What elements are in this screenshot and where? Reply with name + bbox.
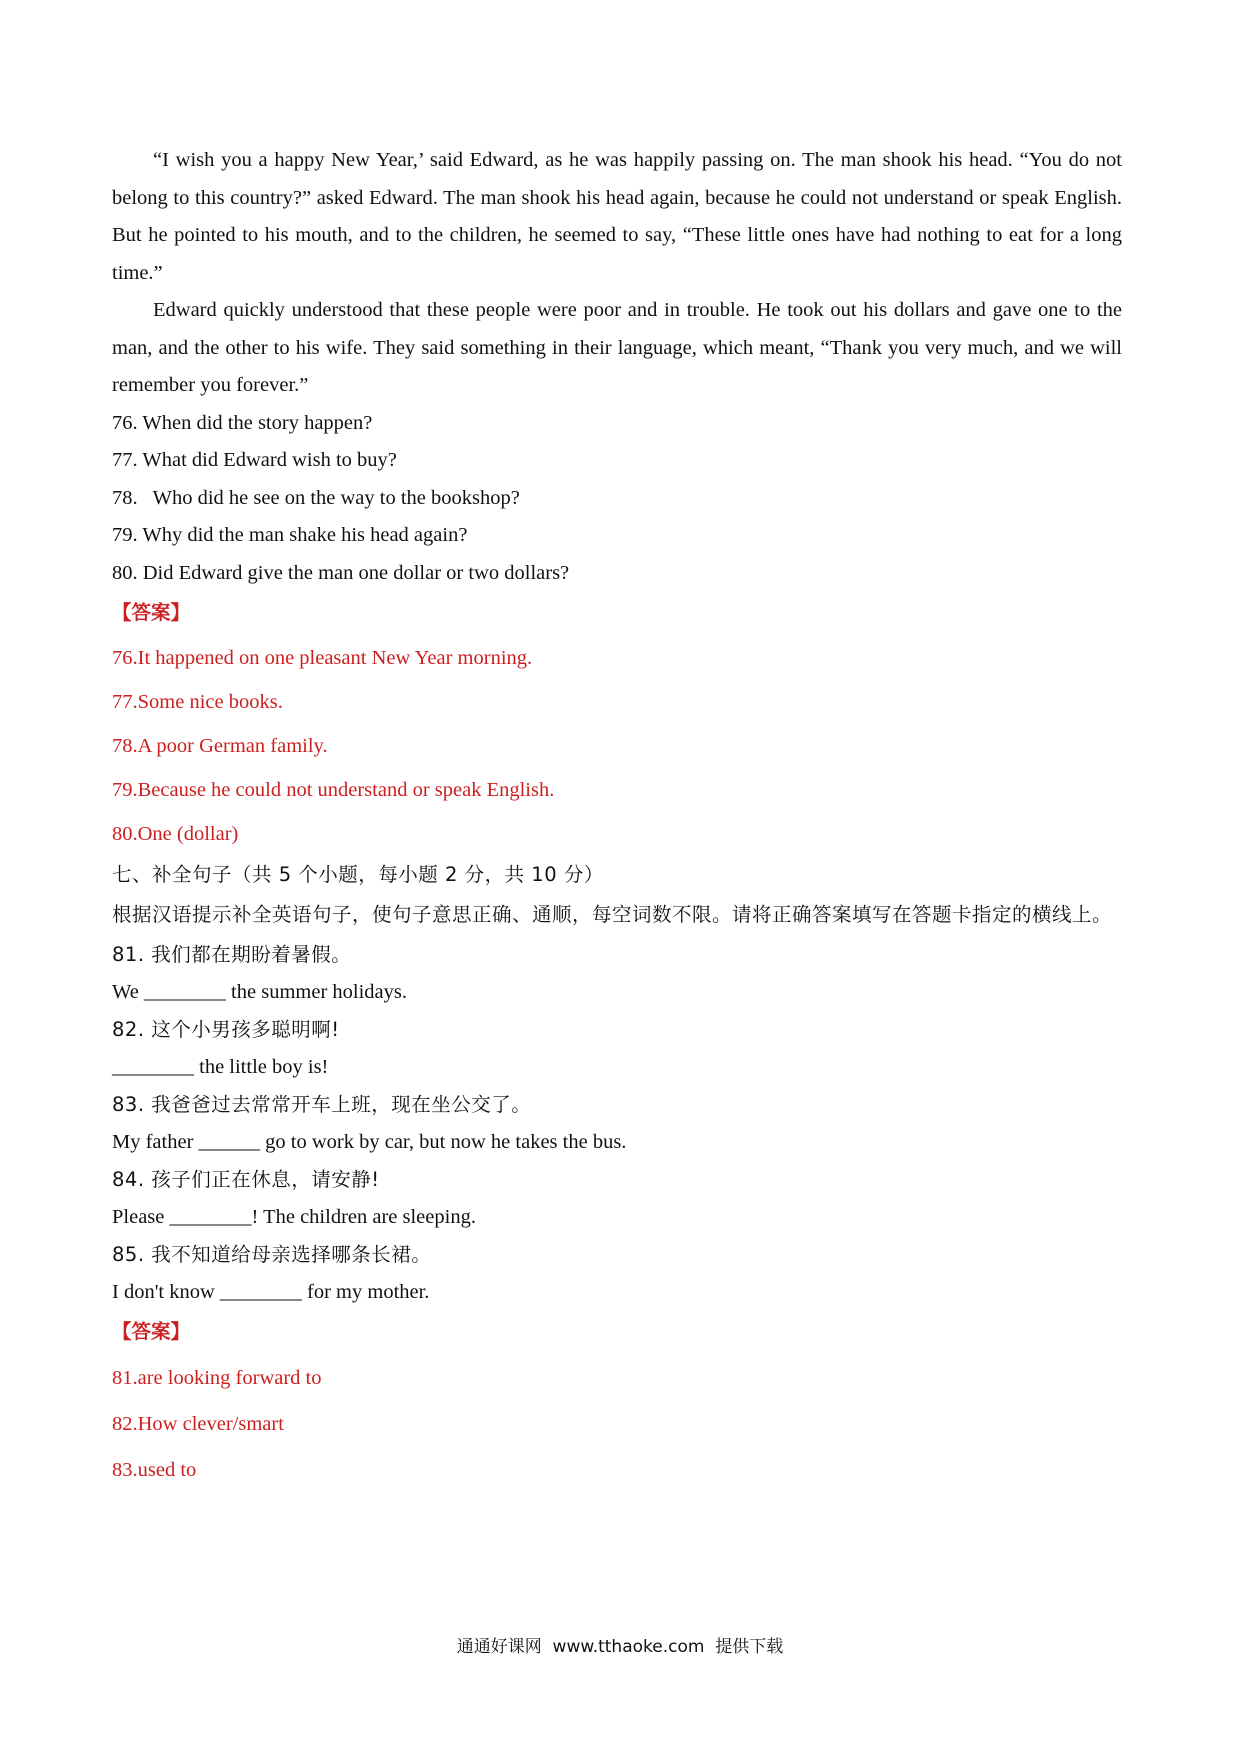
question-item: 76. When did the story happen? [112, 411, 373, 434]
question-list [112, 405, 1122, 593]
question-item: 77. What did Edward wish to buy? [112, 449, 397, 471]
completion-answer-list [112, 1355, 1122, 1493]
completion-sentence-en: My father ______ go to work by car, but now he takes the bus. [112, 1130, 627, 1153]
completion-sentence-en: ________ the little boy is! [112, 1055, 329, 1078]
answer-item: 79.Because he could not understand or speak English. [112, 778, 555, 801]
completion-prompt-cn: 84. 孩子们正在休息，请安静! [112, 1168, 380, 1191]
page-content [112, 142, 1122, 1493]
answer-item: 82.How clever/smart [112, 1412, 284, 1435]
passage-paragraph-1: “I wish you a happy New Year,’ said Edward, as he was happily passing on. The man shook his head. “You do not belong to this country?” asked Edward. The man shook his head again, because he could not understand or speak English. But he pointed to his mouth, and to the children, he seemed to say, “These little ones have had nothing to eat for a long time.” [112, 149, 1122, 284]
completion-sentence-en: Please ________! The children are sleeping. [112, 1205, 476, 1228]
completion-prompt-cn: 81. 我们都在期盼着暑假。 [112, 943, 352, 966]
answer-item: 80.One (dollar) [112, 822, 239, 845]
completion-prompt-cn: 83. 我爸爸过去常常开车上班，现在坐公交了。 [112, 1093, 532, 1116]
completion-prompt-cn: 82. 这个小男孩多聪明啊! [112, 1018, 340, 1041]
completion-sentence-en: We ________ the summer holidays. [112, 980, 407, 1003]
passage-paragraph-2: Edward quickly understood that these people were poor and in trouble. He took out his dollars and gave one to the man, and the other to his wife. They said something in their language, which meant, “Thank you very much, and we will remember you forever.” [112, 299, 1122, 396]
question-item: 79. Why did the man shake his head again? [112, 524, 468, 546]
question-item: 80. Did Edward give the man one dollar or two dollars? [112, 561, 570, 584]
question-item: 78. Who did he see on the way to the bookshop? [112, 486, 520, 509]
completion-sentence-en: I don't know ________ for my mother. [112, 1280, 430, 1303]
page-footer: 通通好课网 www.tthaoke.com 提供下载 [456, 1637, 784, 1657]
answer-item: 83.used to [112, 1458, 197, 1481]
reading-answer-list [112, 636, 1122, 856]
answer-item: 77.Some nice books. [112, 690, 283, 713]
completion-prompt-cn: 85. 我不知道给母亲选择哪条长裙。 [112, 1243, 432, 1266]
answer-item: 76.It happened on one pleasant New Year morning. [112, 646, 533, 669]
section-instructions: 根据汉语提示补全英语句子，使句子意思正确、通顺，每空词数不限。请将正确答案填写在答题卡指定的横线上。 [112, 903, 1113, 926]
completion-item-list [112, 936, 1122, 1311]
answer-label: 【答案】 [112, 601, 191, 624]
answer-item: 81.are looking forward to [112, 1366, 322, 1389]
section-title: 七、补全句子（共 5 个小题，每小题 2 分，共 10 分） [112, 862, 604, 886]
answer-label: 【答案】 [112, 1320, 191, 1343]
answer-item: 78.A poor German family. [112, 734, 328, 757]
